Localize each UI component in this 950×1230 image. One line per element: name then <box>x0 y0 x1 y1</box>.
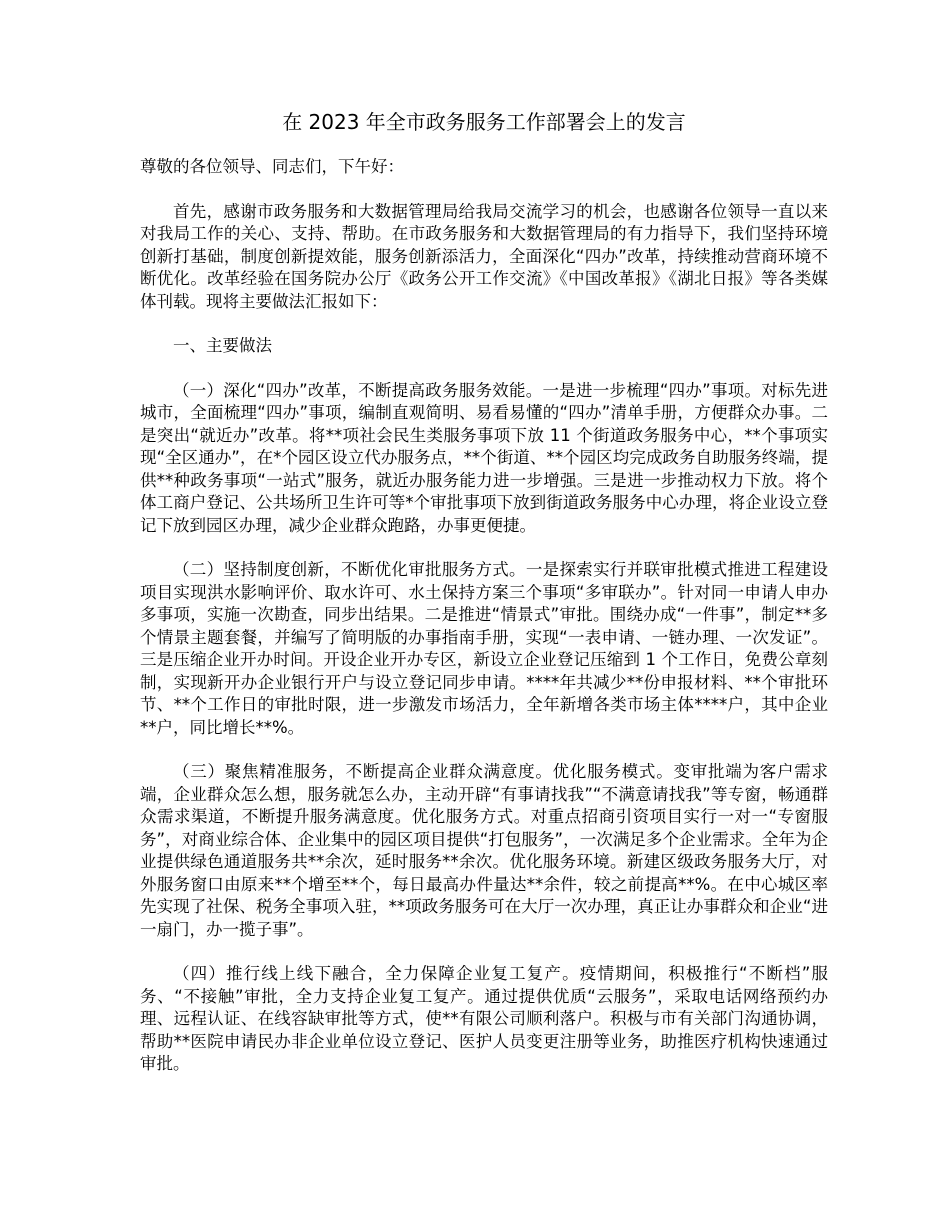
section-heading: 一、主要做法 <box>173 336 272 355</box>
salutation: 尊敬的各位领导、同志们，下午好： <box>140 157 404 176</box>
document-title: 在 2023 年全市政务服务工作部署会上的发言 <box>282 110 686 134</box>
paragraph-3: （三）聚焦精准服务，不断提高企业群众满意度。优化服务模式。变审批端为客户需求端，企业群众怎么想，服务就怎么办，主动开辟“有事请找我”“不满意请找我”等专窗，畅通群众需求渠道，不断提升服务满意度。优化服务方式。对重点招商引资项目实行一对一“专窗服务”，对商业综合体、企业集中的园区项目提供“打包服务”，一次满足多个企业需求。全年为企业提供绿色通道服务共**余次，延时服务**余次。优化服务环境。新建区级政务服务大厅，对外服务窗口由原来**个增至**个，每日最高办件量达**余件，较之前提高**%。在中心城区率先实现了社保、税务全事项入驻，**项政务服务可在大厅一次办理，真正让办事群众和企业“进一扇门，办一揽子事”。 <box>140 762 828 939</box>
document-page <box>140 108 828 1098</box>
paragraph-1: （一）深化“四办”改革，不断提高政务服务效能。一是进一步梳理“四办”事项。对标先进城市，全面梳理“四办”事项，编制直观简明、易看易懂的“四办”清单手册，方便群众办事。二是突出“就近办”改革。将**项社会民生类服务事项下放 11 个街道政务服务中心，**个事项实现“全区通办”，在*个园区设立代办服务点，**个街道、**个园区均完成政务自助服务终端，提供**种政务事项“一站式”服务，就近办服务能力进一步增强。三是进一步推动权力下放。将个体工商户登记、公共场所卫生许可等*个审批事项下放到街道政务服务中心办理，将企业设立登记下放到园区办理，减少企业群众跑路，办事更便捷。 <box>140 380 828 535</box>
paragraph-4: （四）推行线上线下融合，全力保障企业复工复产。疫情期间，积极推行“不断档”服务、“不接触”审批，全力支持企业复工复产。通过提供优质“云服务”，采取电话网络预约办理、远程认证、在线容缺审批等方式，使**有限公司顺利落户。积极与市有关部门沟通协调，帮助**医院申请民办非企业单位设立登记、医护人员变更注册等业务，助推医疗机构快速通过审批。 <box>140 964 828 1073</box>
paragraph-2: （二）坚持制度创新，不断优化审批服务方式。一是探索实行并联审批模式推进工程建设项目实现洪水影响评价、取水许可、水土保持方案三个事项“多审联办”。针对同一申请人申办多事项，实施一次勘查，同步出结果。二是推进“情景式”审批。围绕办成“一件事”，制定**多个情景主题套餐，并编写了简明版的办事指南手册，实现“一表申请、一链办理、一次发证”。三是压缩企业开办时间。开设企业开办专区，新设立企业登记压缩到 1 个工作日，免费公章刻制，实现新开办企业银行开户与设立登记同步申请。****年共减少**份申报材料、**个审批环节、**个工作日的审批时限，进一步激发市场活力，全年新增各类市场主体****户，其中企业**户，同比增长**%。 <box>140 560 828 737</box>
intro-paragraph: 首先，感谢市政务服务和大数据管理局给我局交流学习的机会，也感谢各位领导一直以来对我局工作的关心、支持、帮助。在市政务服务和大数据管理局的有力指导下，我们坚持环境创新打基础，制度创新提效能，服务创新添活力，全面深化“四办”改革，持续推动营商环境不断优化。改革经验在国务院办公厅《政务公开工作交流》《中国改革报》《湖北日报》等各类媒体刊载。现将主要做法汇报如下： <box>140 201 828 311</box>
